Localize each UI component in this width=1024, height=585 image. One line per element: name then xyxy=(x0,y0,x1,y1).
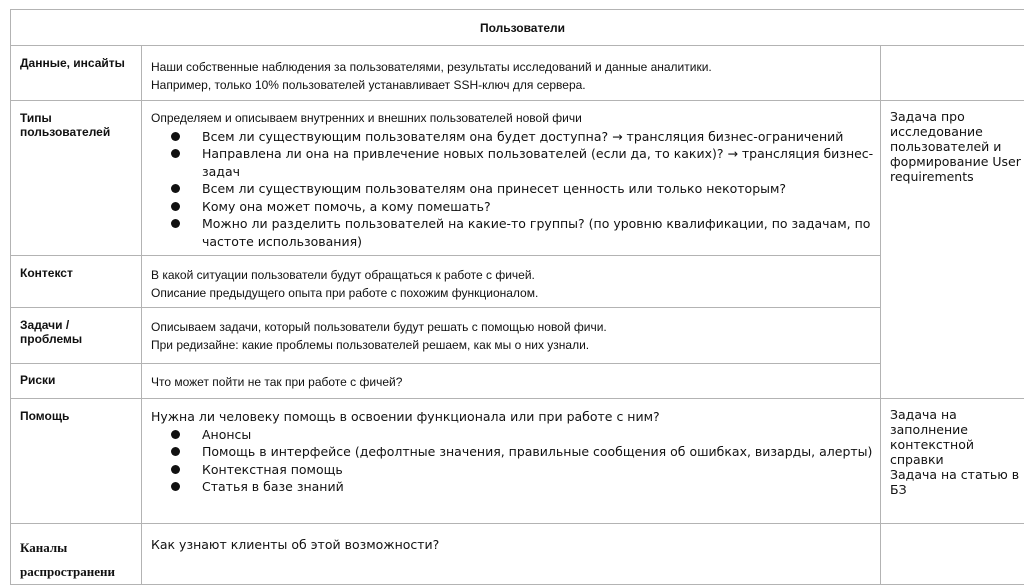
desc-line: Наши собственные наблюдения за пользователями, результаты исследований и данные аналитики. xyxy=(151,58,874,76)
users-table xyxy=(10,9,1024,585)
desc-intro: Как узнают клиенты об этой возможности? xyxy=(151,536,874,554)
list-item xyxy=(151,478,874,496)
row-tasks xyxy=(11,308,1024,364)
row-label-channels: Каналы распространени xyxy=(11,524,142,585)
row-label-tasks: Задачи / проблемы xyxy=(11,308,142,364)
note-line: Задача на статью в БЗ xyxy=(890,467,1024,497)
list-item xyxy=(151,461,874,479)
row-context xyxy=(11,256,1024,308)
list-item-text: Анонсы xyxy=(202,427,251,442)
row-desc-data xyxy=(142,46,881,101)
row-label-risks: Риски xyxy=(11,364,142,399)
desc-line: Описание предыдущего опыта при работе с похожим функционалом. xyxy=(151,284,874,302)
table-title: Пользователи xyxy=(11,10,1024,46)
list-item-text: Направлена ли она на привлечение новых пользователей (если да, то каких)? → трансляция бизнес-задач xyxy=(202,146,873,179)
bullet-dot xyxy=(171,132,180,141)
list-item-text: Всем ли существующим пользователям она будет доступна? → трансляция бизнес-ограничений xyxy=(202,129,843,144)
row-label-help: Помощь xyxy=(11,399,142,524)
desc-line: В какой ситуации пользователи будут обращаться к работе с фичей. xyxy=(151,266,874,284)
row-desc-types xyxy=(142,101,881,256)
row-desc-channels xyxy=(142,524,881,585)
note-line: Задача на заполнение контекстной справки xyxy=(890,407,1024,467)
list-item-text: Контекстная помощь xyxy=(202,462,343,477)
row-desc-risks xyxy=(142,364,881,399)
desc-line: Описываем задачи, который пользователи будут решать с помощью новой фичи. xyxy=(151,318,874,336)
list-item xyxy=(151,443,874,461)
list-item xyxy=(151,180,874,198)
desc-line: При редизайне: какие проблемы пользователей решаем, как мы о них узнали. xyxy=(151,336,874,354)
list-item-text: Кому она может помочь, а кому помешать? xyxy=(202,199,491,214)
bullet-dot xyxy=(171,465,180,474)
row-label-data: Данные, инсайты xyxy=(11,46,142,101)
bullet-dot xyxy=(171,430,180,439)
bullet-dot xyxy=(171,482,180,491)
bullet-dot xyxy=(171,202,180,211)
row-note-channels xyxy=(881,524,1024,585)
row-channels xyxy=(11,524,1024,585)
table-header-row xyxy=(11,10,1024,46)
list-item-text: Можно ли разделить пользователей на какие-то группы? (по уровню квалификации, по задачам, по частоте использования) xyxy=(202,216,870,249)
bullet-dot xyxy=(171,219,180,228)
bullet-list-help xyxy=(151,426,874,496)
list-item-text: Статья в базе знаний xyxy=(202,479,344,494)
note-user-research: Задача про исследование пользователей и формирование User requirements xyxy=(881,101,1024,399)
bullet-dot xyxy=(171,447,180,456)
list-item-text: Всем ли существующим пользователям она принесет ценность или только некоторым? xyxy=(202,181,786,196)
row-types xyxy=(11,101,1024,256)
row-desc-tasks xyxy=(142,308,881,364)
list-item xyxy=(151,215,874,250)
desc-intro: Нужна ли человеку помощь в освоении функционала или при работе с ним? xyxy=(151,408,874,426)
bullet-dot xyxy=(171,149,180,158)
row-label-types: Типы пользователей xyxy=(11,101,142,256)
row-help xyxy=(11,399,1024,524)
row-desc-context xyxy=(142,256,881,308)
desc-line: Например, только 10% пользователей устанавливает SSH-ключ для сервера. xyxy=(151,76,874,94)
list-item xyxy=(151,145,874,180)
note-help xyxy=(881,399,1024,524)
row-desc-help xyxy=(142,399,881,524)
bullet-dot xyxy=(171,184,180,193)
desc-intro: Определяем и описываем внутренних и внешних пользователей новой фичи xyxy=(151,110,874,128)
row-note-data xyxy=(881,46,1024,101)
bullet-list-types xyxy=(151,128,874,251)
list-item xyxy=(151,128,874,146)
list-item-text: Помощь в интерфейсе (дефолтные значения, правильные сообщения об ошибках, визарды, алерты) xyxy=(202,444,872,459)
row-risks xyxy=(11,364,1024,399)
list-item xyxy=(151,426,874,444)
row-label-context: Контекст xyxy=(11,256,142,308)
list-item xyxy=(151,198,874,216)
desc-line: Что может пойти не так при работе с фичей? xyxy=(151,373,874,391)
row-data xyxy=(11,46,1024,101)
